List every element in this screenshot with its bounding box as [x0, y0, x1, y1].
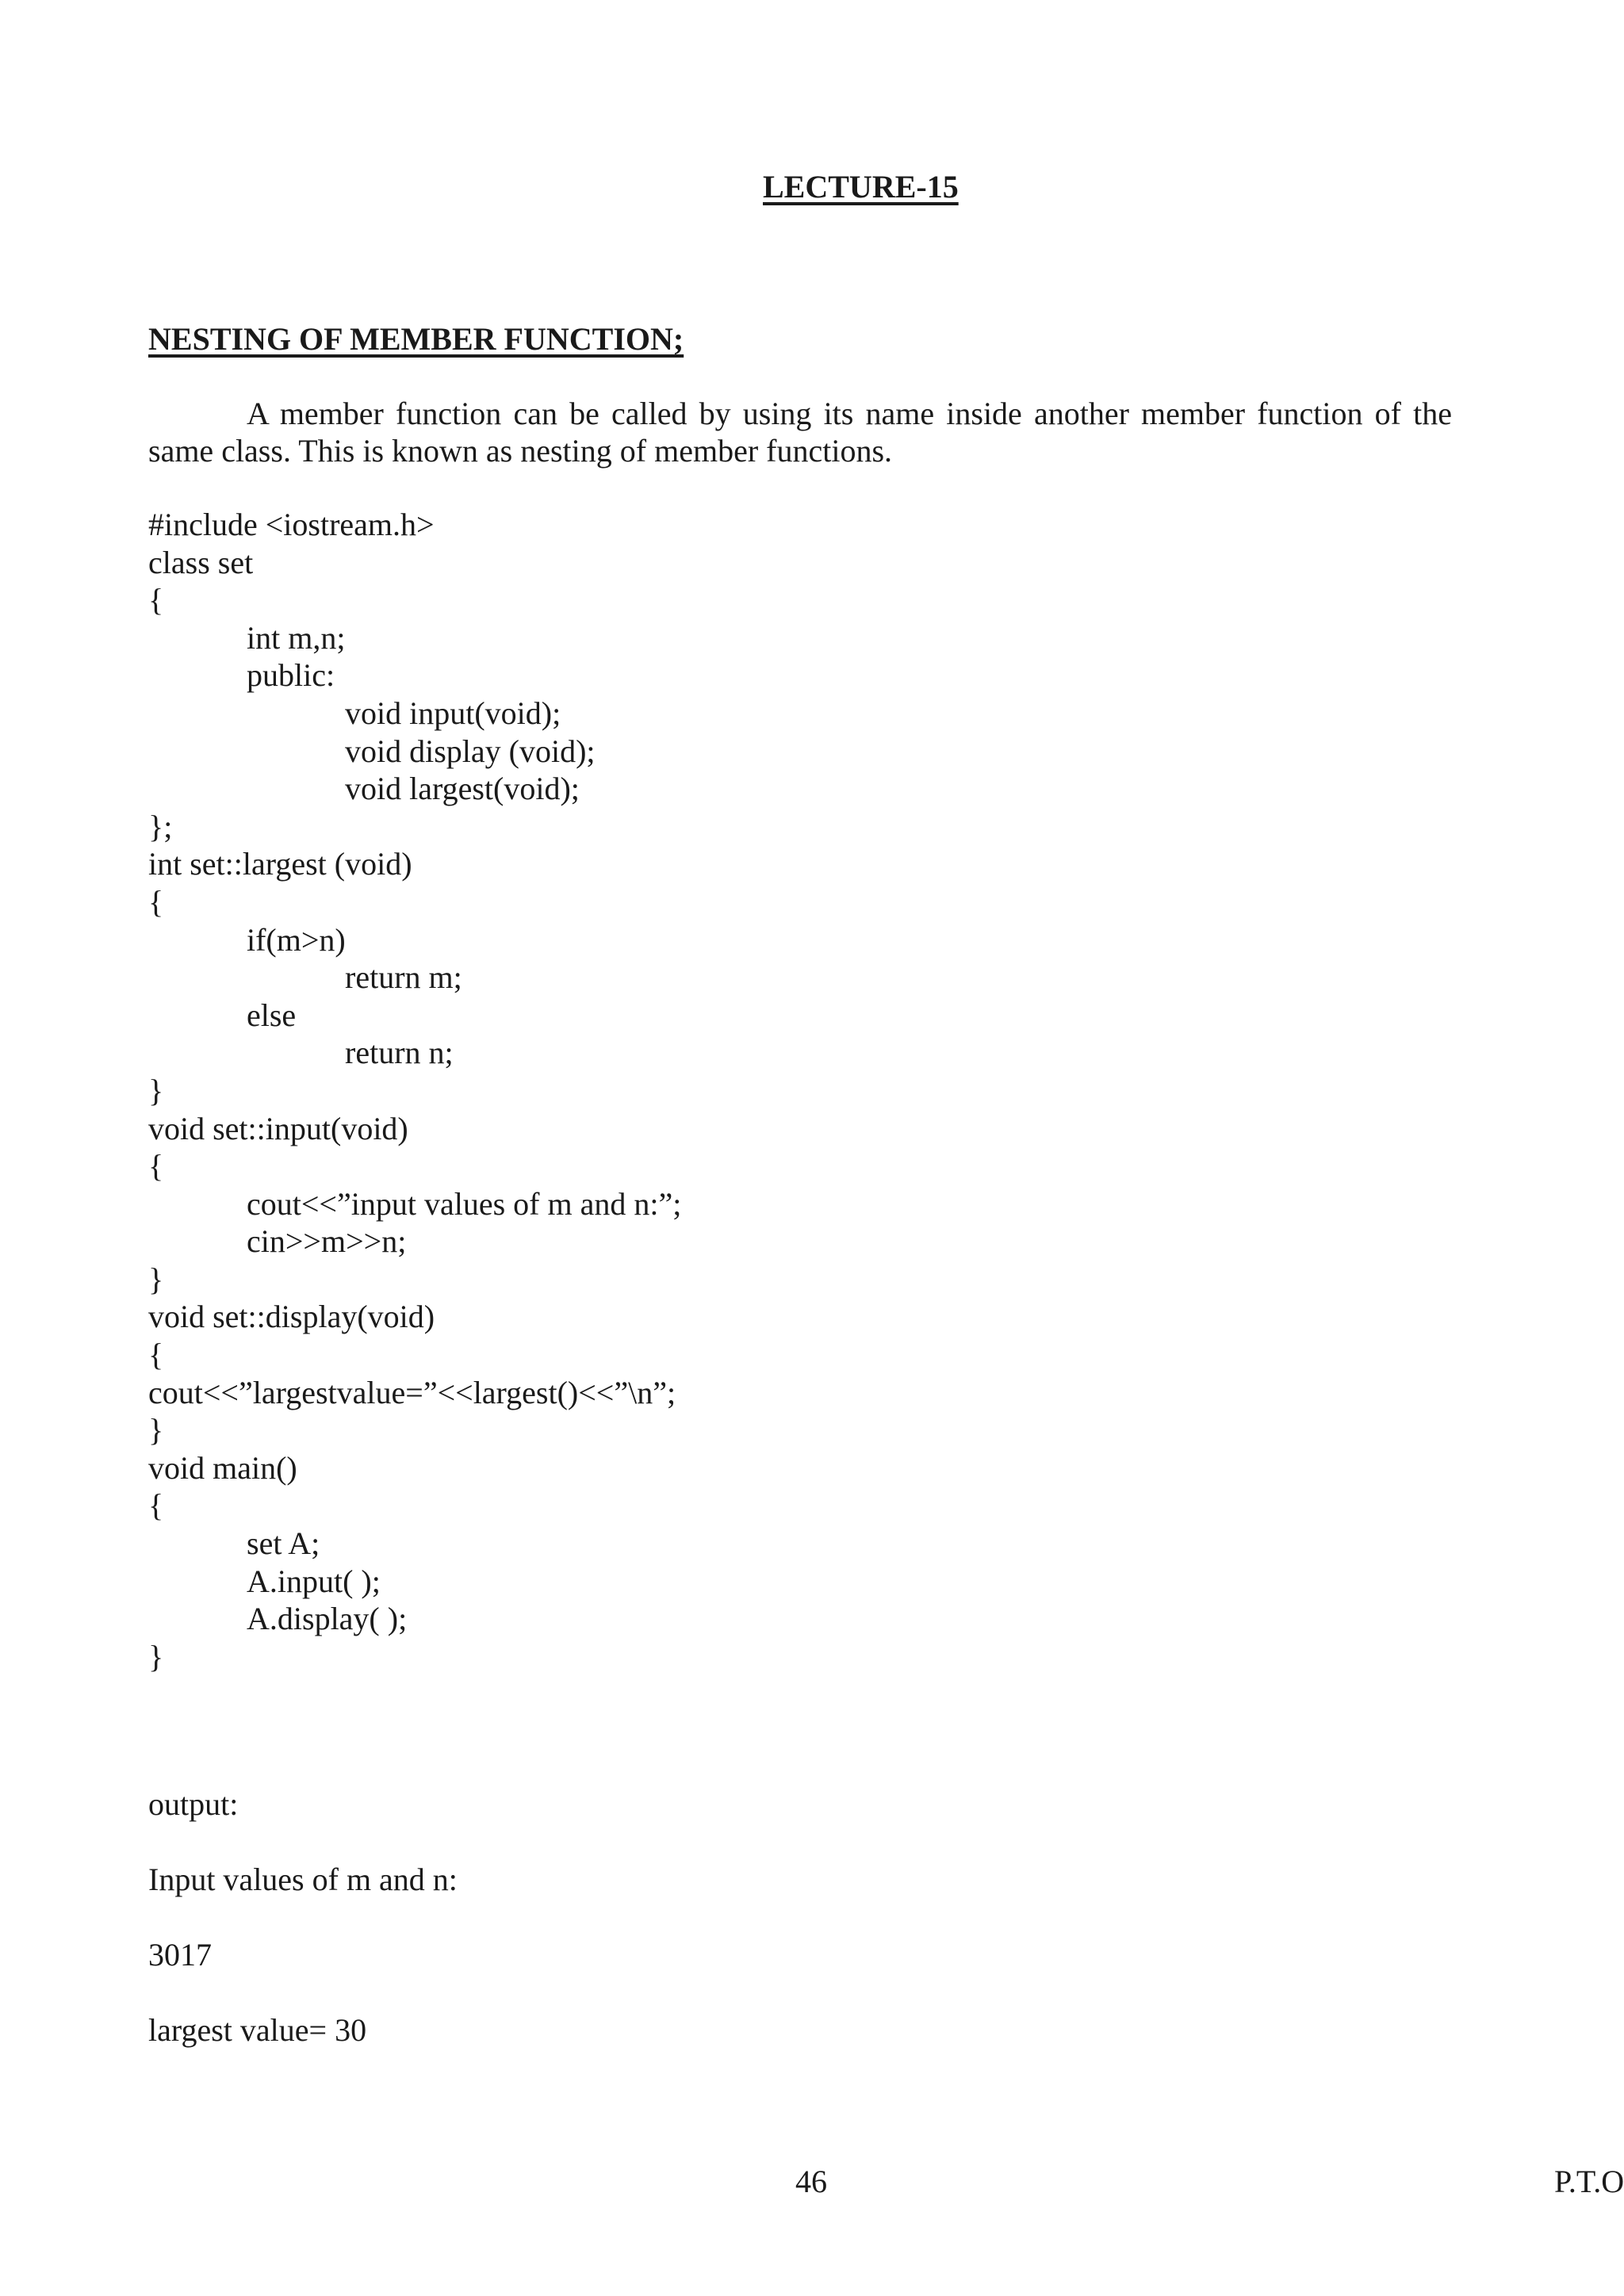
code-line: };: [148, 808, 173, 844]
code-line: }: [148, 1412, 164, 1448]
program-output: [148, 1785, 458, 2087]
code-line: {: [148, 1148, 164, 1184]
code-line: class set: [148, 544, 254, 580]
code-line: {: [148, 582, 164, 618]
code-line: }: [148, 1638, 164, 1674]
code-line: void input(void);: [345, 695, 561, 731]
output-line: Input values of m and n:: [148, 1862, 458, 1897]
code-line: cin>>m>>n;: [247, 1223, 407, 1260]
output-line: largest value= 30: [148, 2012, 367, 2048]
code-line: void set::display(void): [148, 1299, 435, 1335]
code-listing: [148, 506, 681, 1675]
code-line: #include <iostream.h>: [148, 507, 435, 542]
code-line: {: [148, 1337, 164, 1373]
code-line: cout<<”largestvalue=”<<largest()<<”\n”;: [148, 1374, 676, 1410]
intro-paragraph: [148, 395, 1452, 469]
lecture-title: LECTURE-15: [763, 169, 959, 205]
code-line: }: [148, 1261, 164, 1297]
intro-line-1: A member function can be called by using its name inside another member function of the: [247, 396, 1452, 431]
code-line: {: [148, 1487, 164, 1524]
code-line: int m,n;: [247, 619, 346, 656]
code-line: void largest(void);: [345, 771, 580, 807]
pto-label: P.T.O: [1554, 2164, 1624, 2199]
code-line: A.display( );: [247, 1601, 408, 1637]
code-line: A.input( );: [247, 1563, 381, 1599]
code-line: int set::largest (void): [148, 846, 412, 882]
code-line: }: [148, 1072, 164, 1108]
code-line: void display (void);: [345, 733, 596, 769]
code-line: {: [148, 883, 164, 920]
intro-line-2: same class. This is known as nesting of member functions.: [148, 433, 893, 469]
output-line: output:: [148, 1786, 239, 1822]
code-line: cout<<”input values of m and n:”;: [247, 1185, 682, 1222]
code-line: return n;: [345, 1035, 454, 1071]
code-line: void set::input(void): [148, 1110, 408, 1146]
code-line: public:: [247, 657, 335, 694]
page-number: 46: [795, 2164, 827, 2199]
section-heading: NESTING OF MEMBER FUNCTION;: [148, 321, 684, 357]
code-line: else: [247, 997, 297, 1033]
code-line: return m;: [345, 959, 462, 996]
code-line: void main(): [148, 1449, 297, 1486]
code-line: if(m>n): [247, 921, 346, 958]
output-line: 3017: [148, 1937, 212, 1973]
code-line: set A;: [247, 1525, 320, 1562]
